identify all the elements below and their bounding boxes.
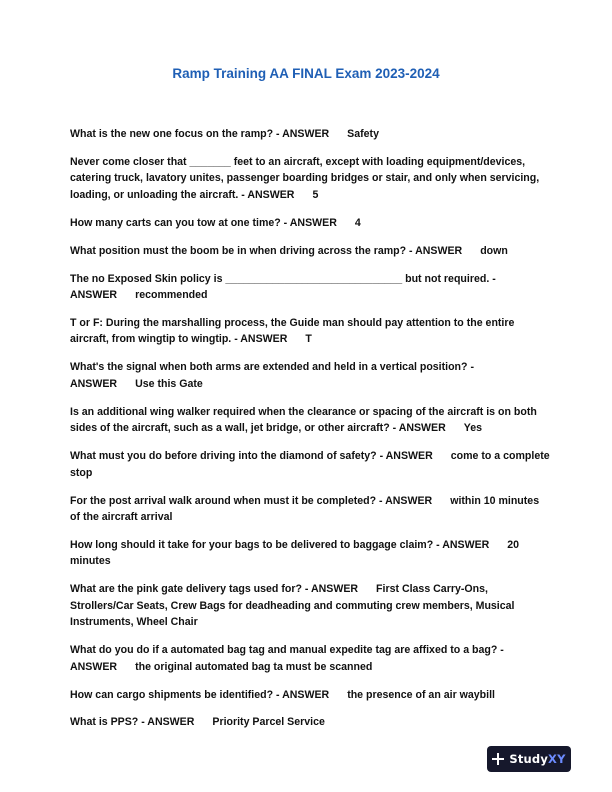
qa-item: [70, 215, 550, 232]
page-title: Ramp Training AA FINAL Exam 2023-2024: [172, 66, 440, 81]
question-text: What do you do if a automated bag tag and manual expedite tag are affixed to a bag? - ANSWER: [70, 644, 504, 673]
answer-text: recommended: [135, 289, 208, 302]
answer-text: Yes: [463, 422, 483, 435]
question-text: How long should it take for your bags to be delivered to baggage claim? - ANSWER: [70, 538, 490, 551]
qa-item: [70, 687, 550, 704]
question-text: What must you do before driving into the diamond of safety? - ANSWER: [70, 450, 433, 463]
qa-item: [70, 271, 550, 304]
answer-text: 4: [354, 216, 361, 229]
answer-text: Safety: [347, 128, 379, 140]
answer-text: the presence of an air waybill: [347, 688, 495, 701]
qa-item: [70, 243, 550, 260]
answer-text: come to a complete stop: [70, 450, 550, 479]
answer-text: Use this Gate: [135, 377, 203, 390]
question-text: What position must the boom be in when driving across the ramp? - ANSWER: [70, 244, 463, 257]
answer-text: Priority Parcel Service: [212, 716, 325, 729]
answer-text: 5: [312, 188, 319, 201]
answer-text: T: [305, 333, 312, 346]
question-text: What is the new one focus on the ramp? - ANSWER: [70, 128, 330, 140]
qa-item: [70, 126, 550, 143]
question-text: T or F: During the marshalling process, the Guide man should pay attention to the entire aircraft, from wingtip to wingtip. - ANSWER: [70, 316, 515, 346]
brand-name-part2: XY: [548, 752, 566, 766]
question-text: What is PPS? - ANSWER: [70, 716, 195, 729]
answer-text: First Class Carry-Ons, Strollers/Car Seats, Crew Bags for deadheading and commuting crew members, Musical Instruments, Wheel Chair: [70, 583, 515, 629]
question-text: How can cargo shipments be identified? - ANSWER: [70, 688, 330, 701]
qa-item: [70, 581, 550, 631]
plus-icon: [492, 753, 504, 765]
answer-text: 20 minutes: [70, 538, 520, 568]
qa-item: [70, 493, 550, 526]
qa-item: [70, 359, 550, 392]
studyxy-badge[interactable]: [487, 746, 571, 772]
brand-name: [509, 752, 565, 766]
brand-name-part1: Study: [509, 752, 549, 766]
qa-item: [70, 404, 550, 437]
qa-list: [70, 126, 550, 742]
qa-item: [70, 315, 550, 348]
qa-item: [70, 154, 550, 204]
question-text: The no Exposed Skin policy is ______________________________ but not required. - ANSWER: [70, 272, 496, 302]
question-text: Never come closer that _______ feet to an aircraft, except with loading equipment/devices, catering truck, lavatory unites, passenger boarding bridges or stair, and only when servicing, loading, or unloading the aircraft. - ANSWER: [70, 155, 540, 201]
question-text: What's the signal when both arms are extended and held in a vertical position? - ANSWER: [70, 361, 474, 390]
question-text: What are the pink gate delivery tags used for? - ANSWER: [70, 583, 359, 596]
qa-item: [70, 714, 550, 731]
qa-item: [70, 448, 550, 481]
question-text: For the post arrival walk around when must it be completed? - ANSWER: [70, 494, 433, 507]
question-text: Is an additional wing walker required when the clearance or spacing of the aircraft is on both sides of the aircraft, such as a wall, jet bridge, or other aircraft? - ANSWER: [70, 405, 537, 435]
answer-text: the original automated bag ta must be scanned: [135, 660, 373, 673]
question-text: How many carts can you tow at one time? - ANSWER: [70, 216, 337, 229]
answer-text: down: [480, 244, 508, 257]
qa-item: [70, 537, 550, 570]
answer-text: within 10 minutes of the aircraft arrival: [70, 494, 540, 524]
qa-item: [70, 642, 550, 675]
